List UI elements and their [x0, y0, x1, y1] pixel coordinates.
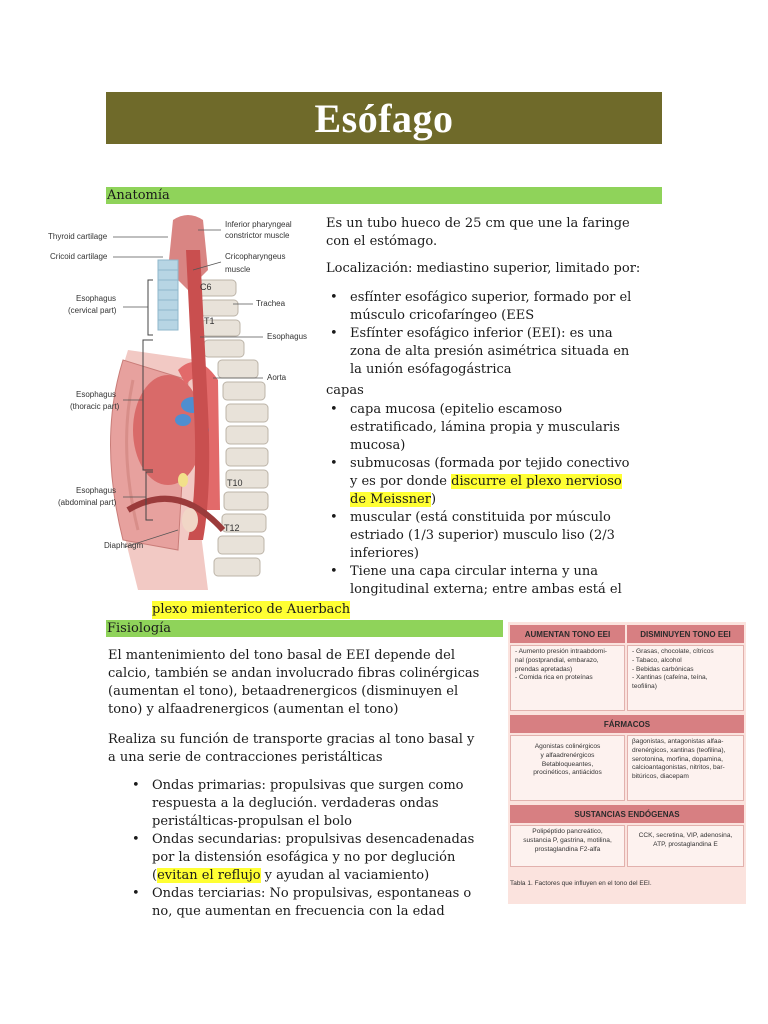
localizacion-list	[326, 289, 662, 379]
farmacos-left-item: Betabloqueantes,	[541, 760, 594, 768]
label-esophagus-abdominal-part: (abdominal part)	[58, 498, 117, 507]
capas-list-container	[326, 401, 662, 599]
label-thyroid-cartilage: Thyroid cartilage	[48, 232, 108, 241]
muscular-line-1: • muscular (está constituida por músculo	[350, 510, 611, 525]
farmacos-right-item: drenérgicos, xantinas (teofilina),	[632, 746, 726, 754]
factors-table	[508, 622, 746, 904]
mucosa-line-3: mucosa)	[350, 438, 406, 453]
cell-farmacos-left	[510, 735, 625, 801]
capas-list	[326, 401, 662, 599]
section-heading-anatomia: Anatomía	[106, 187, 662, 204]
farmacos-right-item: βagonistas, antagonistas alfaa-	[632, 738, 724, 745]
mucosa-line-1: • capa mucosa (epitelio escamoso	[350, 402, 563, 417]
list-item	[128, 885, 498, 921]
label-c6: C6	[200, 282, 212, 292]
loc-item-1-line-1: • esfínter esofágico superior, formado por el	[350, 290, 632, 305]
disminuyen-item: - Tabaco, alcohol	[632, 656, 682, 664]
primarias-line-3: peristálticas-propulsan el bolo	[152, 814, 352, 829]
sustancias-left-item: prostaglandina F2-alfa	[534, 845, 601, 853]
submucosa-line-3	[350, 491, 662, 509]
terciarias-line-2: no, que aumentan en frecuencia con la edad	[152, 904, 445, 919]
aumentan-item: - Comida rica en proteínas	[515, 674, 593, 682]
farmacos-right-item: bitúricos, diacepam	[632, 773, 689, 781]
sustancias-left-item: Polipéptido pancreático,	[532, 828, 603, 835]
label-trachea: Trachea	[256, 299, 286, 308]
label-t10: T10	[227, 478, 243, 488]
cell-farmacos-right	[627, 735, 744, 801]
sustancias-right-item: ATP, prostaglandina E	[653, 840, 718, 848]
p1-line-2: calcio, también se andan involucrado fibras colinérgicas	[108, 666, 480, 681]
secundarias-line-2: por la distensión esofágica y no por deglución	[152, 850, 456, 865]
label-cricopharyngeus: Cricopharyngeus	[225, 252, 286, 261]
localizacion-line: Localización: mediastino superior, limitado por:	[326, 261, 641, 276]
disminuyen-item: - Grasas, chocolate, cítricos	[632, 648, 714, 655]
farmacos-left-item: Agonistas colinérgicos	[534, 743, 601, 750]
label-inferior-pharyngeal: Inferior pharyngeal	[225, 220, 292, 229]
disminuyen-item: teofilina)	[632, 683, 657, 691]
aumentan-item: prendas apretadas)	[515, 665, 573, 673]
loc-item-2-line-1: • Esfínter esofágico inferior (EEI): es una	[350, 326, 613, 341]
circular-line-2: longitudinal externa; entre ambas está el	[350, 582, 622, 597]
table-caption: Tabla 1. Factores que influyen en el tono del EEI.	[510, 880, 652, 887]
header-farmacos: FÁRMACOS	[510, 715, 744, 733]
submucosa-text: y es por donde	[350, 474, 452, 489]
primarias-line-1: • Ondas primarias: propulsivas que surgen como	[152, 778, 464, 793]
terciarias-line-1: • Ondas terciarias: No propulsivas, espontaneas o	[152, 886, 472, 901]
farmacos-left-item: y alfaadrenérgicos	[540, 751, 595, 759]
highlight-meissner: de Meissner	[350, 492, 431, 507]
highlight-plexo-nervioso: discurre el plexo nervioso	[451, 474, 622, 489]
ondas-list	[128, 777, 498, 921]
p1-line-3: (aumentan el tono), betaadrenergicos (disminuyen el	[108, 684, 459, 699]
list-item	[326, 509, 662, 563]
page-title: Esófago	[106, 92, 662, 144]
muscular-line-3: inferiores)	[350, 546, 419, 561]
loc-item-2-line-2: zona de alta presión asimétrica situada en	[350, 344, 630, 359]
label-esophagus-cervical-part: (cervical part)	[68, 306, 117, 315]
aumentan-item: - Aumento presión intraabdomi-	[515, 648, 607, 655]
section-heading-fisiologia: Fisiología	[106, 620, 503, 637]
label-t1: T1	[204, 316, 215, 326]
list-item	[326, 455, 662, 509]
label-esophagus-thoracic: Esophagus	[76, 390, 117, 399]
p2-line-1: Realiza su función de transporte gracias al tono basal y	[108, 732, 475, 747]
list-item	[128, 777, 498, 831]
cell-sustancias-left	[510, 825, 625, 867]
p2-line-2: a una serie de contracciones peristálticas	[108, 750, 383, 765]
anatomy-text	[326, 215, 662, 379]
aumentan-item: nal (postprandial, embarazo,	[515, 656, 599, 664]
label-esophagus-abdominal: Esophagus	[76, 486, 117, 495]
submucosa-line-1: • submucosas (formada por tejido conectivo	[350, 456, 630, 471]
farmacos-left-item: procinéticos, antiácidos	[533, 769, 602, 777]
highlight-auerbach: plexo mienterico de Auerbach	[152, 602, 351, 617]
intro-line-2: con el estómago.	[326, 234, 438, 249]
label-esophagus-thoracic-part: (thoracic part)	[70, 402, 120, 411]
circular-line-1: • Tiene una capa circular interna y una	[350, 564, 599, 579]
label-esophagus-right: Esophagus	[267, 332, 308, 341]
paren-open: (	[152, 868, 158, 883]
submucosa-close: )	[430, 492, 437, 507]
primarias-line-2: respuesta a la deglución. verdaderas ondas	[152, 796, 439, 811]
label-cricopharyngeus-muscle: muscle	[225, 265, 251, 274]
cell-sustancias-right	[627, 825, 744, 867]
farmacos-right-item: serotonina, morfina, dopamina,	[632, 755, 723, 763]
secundarias-line-1: • Ondas secundarias: propulsivas desencadenadas	[152, 832, 475, 847]
list-item	[326, 289, 662, 325]
label-diaphragm: Diaphragm	[104, 541, 144, 550]
list-item	[326, 563, 662, 599]
header-sustancias: SUSTANCIAS ENDÓGENAS	[510, 805, 744, 823]
disminuyen-item: - Xantinas (cafeína, teína,	[632, 674, 708, 682]
secundarias-rest: y ayudan al vaciamiento)	[260, 868, 430, 883]
loc-item-1-line-2: músculo cricofaríngeo (EES	[350, 308, 535, 323]
disminuyen-item: - Bebidas carbónicas	[632, 665, 694, 673]
farmacos-right-item: calcioantagonistas, nitritos, bar-	[632, 764, 725, 772]
ondas-list-container	[128, 777, 498, 921]
loc-item-2-line-3: la unión esófagogástrica	[350, 362, 512, 377]
submucosa-line-2	[350, 473, 662, 491]
highlight-evitan-reflujo: evitan el reflujo	[157, 868, 261, 883]
header-aumentan: AUMENTAN TONO EEI	[510, 625, 625, 643]
sustancias-right-item: CCK, secretina, VIP, adenosina,	[638, 832, 733, 839]
physiology-text	[108, 647, 498, 767]
list-item	[326, 401, 662, 455]
list-item	[128, 831, 498, 885]
sustancias-left-item: sustancia P, gastrina, motilina,	[523, 836, 612, 844]
label-esophagus-cervical: Esophagus	[76, 294, 117, 303]
list-item	[326, 325, 662, 379]
mucosa-line-2: estratificado, lámina propia y muscularis	[350, 420, 620, 435]
header-disminuyen: DISMINUYEN TONO EEI	[627, 625, 744, 643]
label-aorta: Aorta	[267, 373, 287, 382]
cell-aumentan	[510, 645, 625, 711]
p1-line-1: El mantenimiento del tono basal de EEI depende del	[108, 648, 456, 663]
cell-disminuyen	[627, 645, 744, 711]
muscular-line-2: estriado (1/3 superior) musculo liso (2/3	[350, 528, 615, 543]
label-cricoid-cartilage: Cricoid cartilage	[50, 252, 108, 261]
capas-label: capas	[326, 383, 364, 398]
p1-line-4: tono) y alfaadrenergicos (aumentan el tono)	[108, 702, 399, 717]
label-constrictor-muscle: constrictor muscle	[225, 231, 290, 240]
label-t12: T12	[224, 523, 240, 533]
anatomy-figure	[28, 210, 323, 595]
secundarias-line-3	[152, 867, 498, 885]
intro-line-1: Es un tubo hueco de 25 cm que une la faringe	[326, 216, 630, 231]
